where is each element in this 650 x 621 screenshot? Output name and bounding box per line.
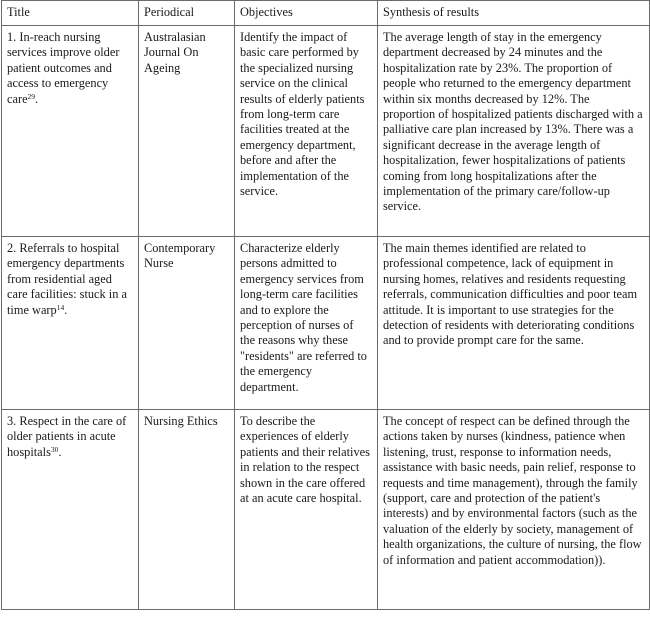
header-row <box>2 1 650 26</box>
header-synthesis: Synthesis of results <box>378 1 650 26</box>
row-title-cell <box>2 410 139 610</box>
table-row <box>2 410 650 610</box>
literature-review-table <box>1 0 650 610</box>
reference-number: 29 <box>27 91 36 101</box>
row-objectives: Characterize elderly persons admitted to emergency services from long-term care facilities and to explore the perception of nurses of the reasons why these "residents" are referred to the emergency department. <box>235 237 378 410</box>
row-periodical: Nursing Ethics <box>139 410 235 610</box>
row-periodical: Australasian Journal On Ageing <box>139 26 235 237</box>
row-title: 3. Respect in the care of older patients in acute hospitals <box>7 414 127 459</box>
row-objectives: Identify the impact of basic care performed by the specialized nursing service on the clinical results of elderly patients from long-term care facilities treated at the emergency department, before and after the implementation of the service. <box>235 26 378 237</box>
row-title: 2. Referrals to hospital emergency departments from residential aged care facilities: stuck in a time warp <box>7 241 127 317</box>
row-title-end: . <box>64 302 68 317</box>
reference-number: 30 <box>50 444 59 454</box>
table-row <box>2 237 650 410</box>
row-title: 1. In-reach nursing services improve older patient outcomes and access to emergency care <box>7 30 120 106</box>
row-title-end: . <box>35 91 39 106</box>
reference-number: 14 <box>56 302 65 312</box>
row-synthesis: The main themes identified are related to professional competence, lack of equipment in nursing homes, relatives and residents requesting referrals, communication difficulties and poor team attitude. It is important to use strategies for the detection of residents with deteriorating conditions and to provide prompt care for the same. <box>378 237 650 410</box>
header-title: Title <box>2 1 139 26</box>
table-row <box>2 26 650 237</box>
row-title-cell <box>2 26 139 237</box>
row-synthesis: The concept of respect can be defined through the actions taken by nurses (kindness, patience when listening, trust, response to information needs, assistance with basic needs, pain relief, response to requests and time management), through the family (support, care and protection of the patient's interests) and by environmental factors (such as the valuation of the elderly by society, management of health organizations, the culture of nursing, the flow of information and patient accommodation)). <box>378 410 650 610</box>
row-periodical: Contemporary Nurse <box>139 237 235 410</box>
row-title-cell <box>2 237 139 410</box>
row-title-end: . <box>58 444 62 459</box>
row-synthesis: The average length of stay in the emergency department decreased by 24 minutes and the hospitalization rate by 23%. The proportion of people who returned to the emergency department within six months decreased by 12%. The proportion of hospitalized patients discharged with a palliative care plan increased by 13%. There was a significant decrease in the average length of hospitalization, fewer hospitalizations of patients coming from long hospitalizations after the implementation of the primary care/follow-up service. <box>378 26 650 237</box>
header-periodical: Periodical <box>139 1 235 26</box>
row-objectives: To describe the experiences of elderly patients and their relatives in relation to the respect shown in the care offered at an acute care hospital. <box>235 410 378 610</box>
header-objectives: Objectives <box>235 1 378 26</box>
